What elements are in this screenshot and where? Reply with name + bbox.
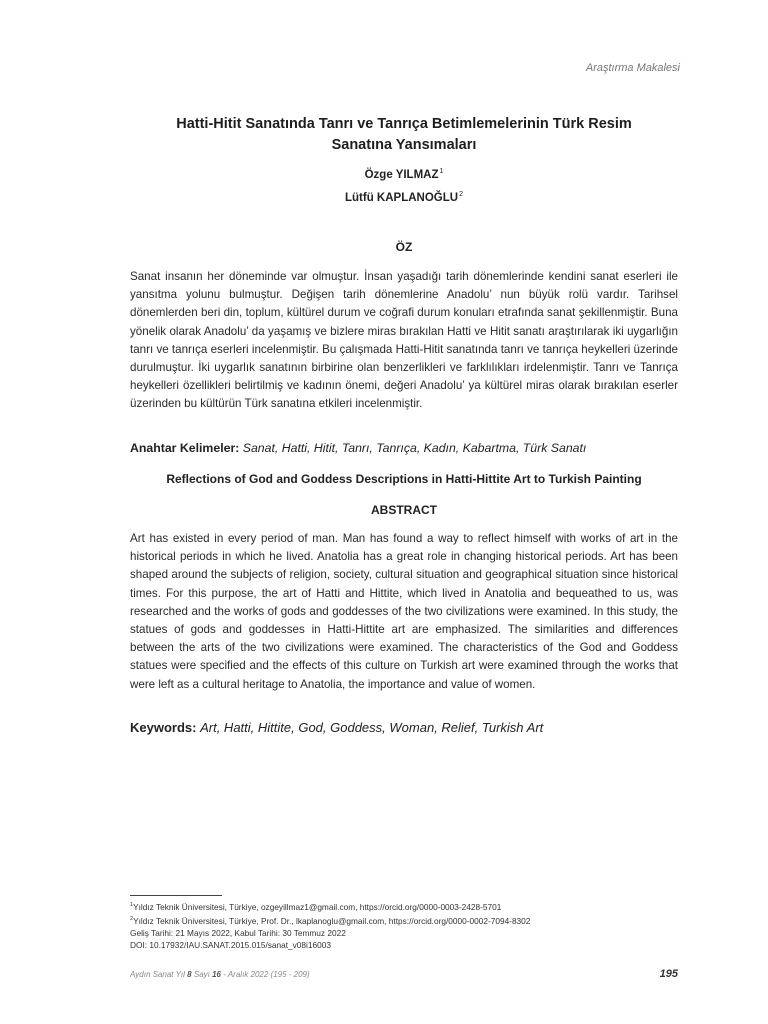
journal-year: 8 [187,970,192,979]
author-1 [130,168,678,181]
author-name: Lütfü KAPLANOĞLU [345,191,459,204]
footnote-text: Yıldız Teknik Üniversitesi, Türkiye, Prof. Dr., lkaplanoglu@gmail.com, https://orcid.org/0000-0002-7094-8302 [133,915,531,926]
oz-heading: ÖZ [395,240,413,254]
page-number: 195 [659,968,678,980]
author-footnote-marker: 1 [439,168,444,175]
turkish-keywords [130,441,678,455]
author-footnote-marker: 2 [459,191,463,198]
footnote-marker: 1 [130,902,134,908]
keywords-list: Sanat, Hatti, Hitit, Tanrı, Tanrıça, Kadın, Kabartma, Türk Sanatı [242,441,587,455]
article-title-line1: Hatti-Hitit Sanatında Tanrı ve Tanrıça Betimlemelerinin Türk Resim [176,116,632,132]
author-2 [130,191,678,204]
footnote-2 [130,913,690,927]
author-name: Özge YILMAZ [364,168,439,181]
page-range: - Aralık 2022 (195 - 209) [223,970,310,979]
doi: DOI: 10.17932/IAU.SANAT.2015.015/sanat_v08i16003 [130,940,331,951]
issue-label: Sayı [193,970,210,979]
journal-footer [130,970,310,979]
keywords-label: Anahtar Kelimeler: [130,441,240,455]
footnote-text: Yıldız Teknik Üniversitesi, Türkiye, ozgeyillmaz1@gmail.com, https://orcid.org/0000-0003-2428-5701 [133,901,502,912]
keywords-label: Keywords: [130,720,197,735]
article-title [130,114,678,156]
footnotes [130,899,690,951]
footnote-1 [130,899,690,913]
keywords-list: Art, Hatti, Hittite, God, Goddess, Woman, Relief, Turkish Art [200,720,544,735]
journal-name: Aydın Sanat Yıl [130,970,185,979]
section-label: Araştırma Makalesi [585,62,680,74]
english-title: Reflections of God and Goddess Descriptions in Hatti-Hittite Art to Turkish Painting [166,472,642,486]
footnote-divider [130,895,222,896]
submission-dates: Geliş Tarihi: 21 Mayıs 2022, Kabul Tarihi: 30 Temmuz 2022 [130,927,346,938]
issue-number: 16 [212,970,222,979]
article-title-line2: Sanatına Yansımaları [331,137,477,153]
oz-paragraph: Sanat insanın her döneminde var olmuştur. İnsan yaşadığı tarih dönemlerinde kendini sanat eserleri ile yansıtma yolunu bulmuştur. Değişen tarih dönemlerine Anadolu’ nun büyük rolü vardır. Tarihsel dönemlerden beri din, toplum, kültürel durum ve coğrafi durum konuları etrafında sanat şekillenmiştir. Buna yönelik olarak Anadolu’ da yaşamış ve bizlere miras bırakılan Hatti ve Hitit sanatı araştırılarak iki uygarlığın tanrı ve tanrıça eserleri incelenmiştir. Bu çalışmada Hatti-Hitit sanatında tanrı ve tanrıça heykelleri üzerinde durulmuştur. İki uygarlık sanatının birbirine olan benzerlikleri ve farklılıkları irdelenmiştir. Tanrı ve Tanrıça heykelleri özellikleri belirtilmiş ve kadının önemi, değeri Anadolu’ ya kültürel miras olarak bırakılan eserler üzerinden bu kültürün Türk sanatına etkileri incelenmiştir. [130,270,678,411]
english-keywords [130,720,678,735]
abstract-paragraph: Art has existed in every period of man. Man has found a way to reflect himself with works of art in the historical periods in which he lived. Anatolia has a great role in changing historical periods. Art has been shaped around the subjects of religion, society, cultural situation and geographical situation since historical times. For this purpose, the art of Hatti and Hittite, which lived in Anatolia and bequeathed to us, was researched and the works of gods and goddesses of the two civilizations were examined. In this study, the statues of gods and goddesses in Hatti-Hittite art are emphasized. The similarities and differences between the arts of the two civilizations were examined. The characteristics of the God and Goddess statues were specified and the effects of this culture on Turkish art were examined through the works that were left as a cultural heritage to Anatolia, the importance and value of women. [130,532,678,691]
abstract-heading: ABSTRACT [371,503,437,517]
footnote-marker: 2 [130,915,134,922]
